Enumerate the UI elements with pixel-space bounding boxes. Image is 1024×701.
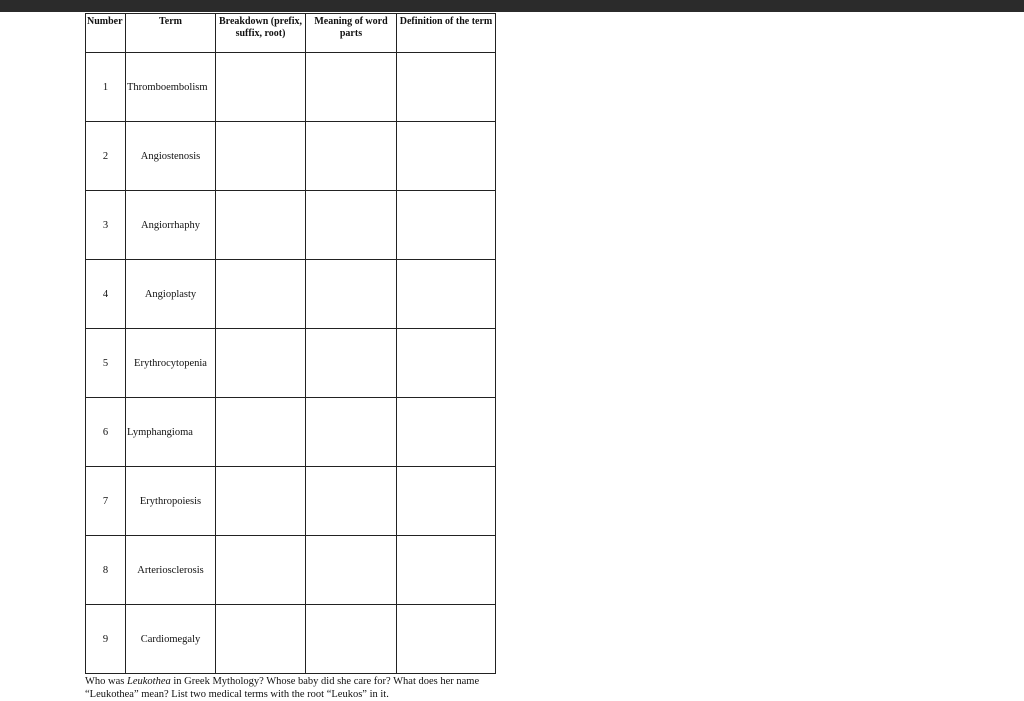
definition-cell[interactable] (397, 260, 496, 329)
row-number: 7 (86, 467, 126, 536)
header-row (86, 14, 496, 53)
question-rest: in Greek Mythology? Whose baby did she care for? What does her name “Leukothea” mean? List two medical terms with the root “Leukos” in it. (85, 676, 480, 700)
definition-cell[interactable] (397, 398, 496, 467)
table-row (86, 260, 496, 329)
definition-cell[interactable] (397, 122, 496, 191)
row-term: Lymphangioma (126, 398, 216, 467)
meaning-cell[interactable] (306, 398, 397, 467)
breakdown-cell[interactable] (216, 467, 306, 536)
terms-table (85, 13, 496, 674)
row-term: Angiorrhaphy (126, 191, 216, 260)
worksheet (85, 13, 495, 701)
breakdown-cell[interactable] (216, 536, 306, 605)
row-term: Cardiomegaly (126, 605, 216, 674)
table-row (86, 53, 496, 122)
table-row (86, 605, 496, 674)
row-term: Arteriosclerosis (126, 536, 216, 605)
bonus-question (85, 675, 495, 701)
row-number: 4 (86, 260, 126, 329)
meaning-cell[interactable] (306, 260, 397, 329)
table-row (86, 122, 496, 191)
breakdown-cell[interactable] (216, 605, 306, 674)
window-top-bar (0, 0, 1024, 12)
question-emphasis: Leukothea (127, 676, 171, 687)
meaning-cell[interactable] (306, 467, 397, 536)
row-term: Angioplasty (126, 260, 216, 329)
table-row (86, 536, 496, 605)
definition-cell[interactable] (397, 536, 496, 605)
definition-cell[interactable] (397, 605, 496, 674)
breakdown-cell[interactable] (216, 329, 306, 398)
definition-cell[interactable] (397, 467, 496, 536)
header-breakdown: Breakdown (prefix, suffix, root) (216, 14, 306, 53)
meaning-cell[interactable] (306, 53, 397, 122)
meaning-cell[interactable] (306, 122, 397, 191)
breakdown-cell[interactable] (216, 260, 306, 329)
header-meaning: Meaning of word parts (306, 14, 397, 53)
breakdown-cell[interactable] (216, 53, 306, 122)
table-row (86, 467, 496, 536)
row-number: 6 (86, 398, 126, 467)
row-number: 1 (86, 53, 126, 122)
breakdown-cell[interactable] (216, 398, 306, 467)
row-number: 9 (86, 605, 126, 674)
meaning-cell[interactable] (306, 536, 397, 605)
row-number: 8 (86, 536, 126, 605)
row-number: 2 (86, 122, 126, 191)
table-row (86, 191, 496, 260)
definition-cell[interactable] (397, 53, 496, 122)
row-term: Angiostenosis (126, 122, 216, 191)
definition-cell[interactable] (397, 329, 496, 398)
definition-cell[interactable] (397, 191, 496, 260)
question-prefix: Who was (85, 676, 127, 687)
meaning-cell[interactable] (306, 191, 397, 260)
row-term: Erythrocytopenia (126, 329, 216, 398)
breakdown-cell[interactable] (216, 122, 306, 191)
header-number: Number (86, 14, 126, 53)
row-number: 3 (86, 191, 126, 260)
row-term: Erythropoiesis (126, 467, 216, 536)
table-row (86, 398, 496, 467)
row-term: Thromboembolism (126, 53, 216, 122)
table-row (86, 329, 496, 398)
meaning-cell[interactable] (306, 605, 397, 674)
row-number: 5 (86, 329, 126, 398)
breakdown-cell[interactable] (216, 191, 306, 260)
header-term: Term (126, 14, 216, 53)
meaning-cell[interactable] (306, 329, 397, 398)
header-definition: Definition of the term (397, 14, 496, 53)
